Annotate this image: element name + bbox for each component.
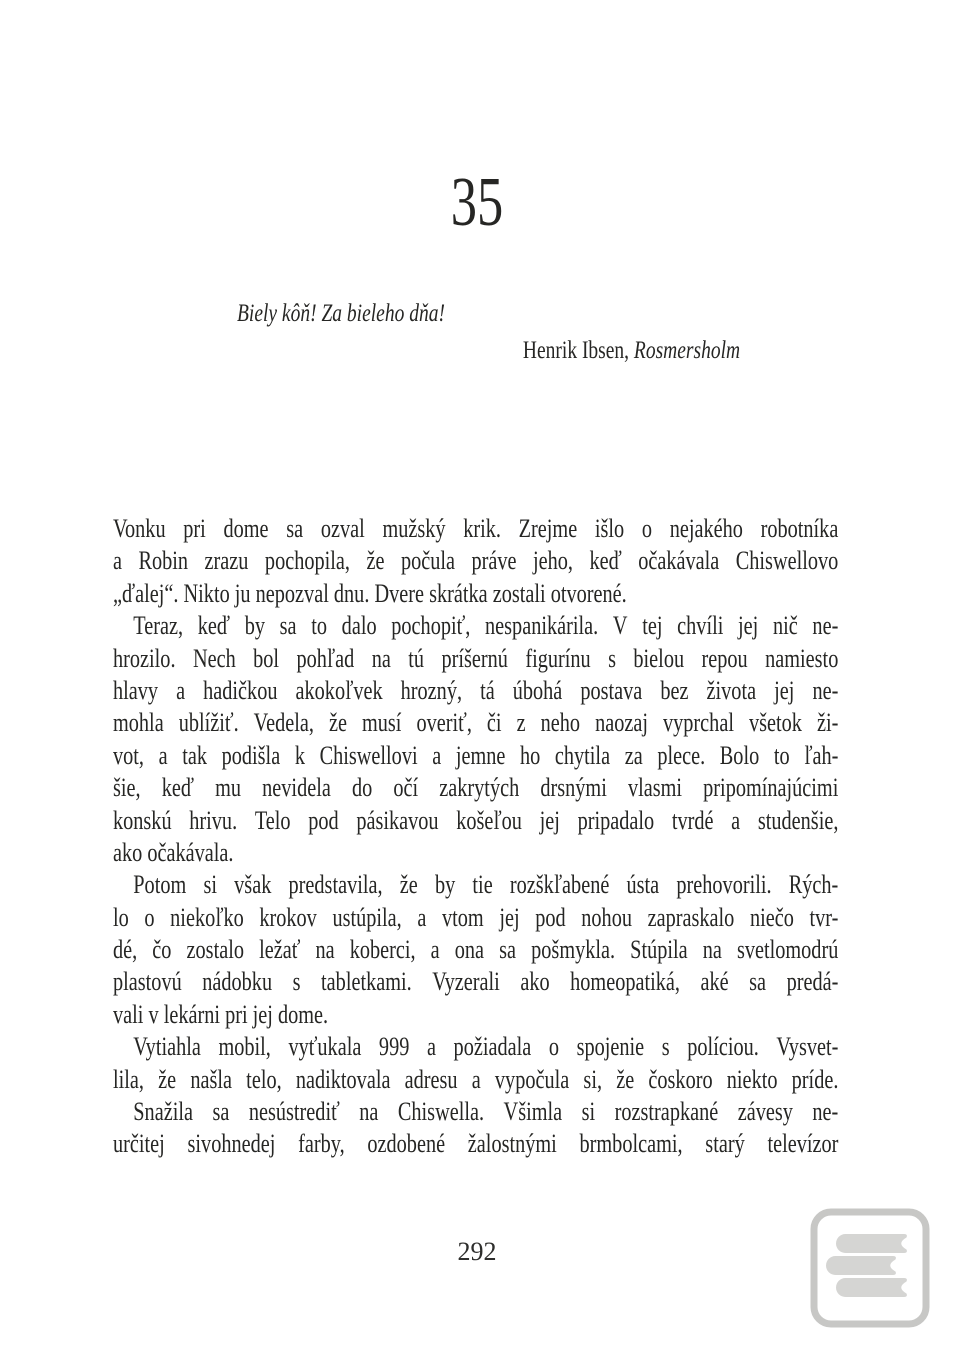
text-line: vot, a tak podišla k Chiswellovi a jemne ho chytila za plece. Bolo to ľah- <box>113 740 839 770</box>
text-line: Vytiahla mobil, vyťukala 999 a požiadala o spojenie s políciou. Vysvet- <box>133 1032 839 1062</box>
text-line: lila, že našla telo, nadiktovala adresu a vypočula si, že čoskoro niekto príde. <box>113 1064 839 1094</box>
epigraph-work-title: Rosmersholm <box>633 336 741 364</box>
chapter-number: 35 <box>450 164 504 241</box>
epigraph <box>237 300 740 364</box>
bookstore-watermark-logo <box>810 1208 930 1328</box>
text-line: konskú hrivu. Telo pod pásikavou košeľou jej pripadalo tvrdé a studenšie, <box>113 805 839 835</box>
text-line: plastovú nádobku s tabletkami. Vyzerali ako homeopatiká, aké sa predá- <box>113 967 839 997</box>
text-line: Snažila sa nesústrediť na Chiswella. Všimla si rozstrapkané závesy ne- <box>133 1097 839 1127</box>
epigraph-attribution <box>237 337 740 365</box>
text-line: lo o niekoľko krokov ustúpila, a vtom jej pod nohou zapraskalo niečo tvr- <box>113 902 839 932</box>
text-line: „ďalej“. Nikto ju nepozval dnu. Dvere skrátka zostali otvorené. <box>113 578 627 608</box>
text-line: a Robin zrazu pochopila, že počula práve jeho, keď očakávala Chiswellovo <box>113 546 839 576</box>
epigraph-quote: Biely kôň! Za bieleho dňa! <box>237 300 445 327</box>
text-line: dé, čo zostalo ležať na koberci, a ona sa pošmykla. Stúpila na svetlomodrú <box>113 935 839 965</box>
text-line: vali v lekárni pri jej dome. <box>113 999 329 1029</box>
body-text <box>113 513 838 1161</box>
text-line: Vonku pri dome sa ozval mužský krik. Zrejme išlo o nejakého robotníka <box>113 514 839 543</box>
text-line: hrozilo. Nech bol pohľad na tú príšernú figurínu s bielou repou namiesto <box>113 643 839 673</box>
text-line: Teraz, keď by sa to dalo pochopiť, nespanikárila. V tej chvíli jej nič ne- <box>133 611 839 641</box>
text-line: hlavy a hadičkou akokoľvek hrozný, tá úbohá postava bez života jej ne- <box>113 675 839 705</box>
text-line: mohla ublížiť. Vedela, že musí overiť, či z neho naozaj vyprchal všetok ži- <box>113 708 839 738</box>
page-number: 292 <box>457 1237 497 1266</box>
stacked-books-icon <box>810 1208 930 1328</box>
epigraph-author: Henrik Ibsen, <box>522 336 634 364</box>
text-line: určitej sivohnedej farby, ozdobené žalostnými brmbolcami, starý televízor <box>113 1129 839 1159</box>
text-line: ako očakávala. <box>113 837 234 867</box>
text-line: Potom si však predstavila, že by tie rozškľabené ústa prehovorili. Rých- <box>133 870 839 900</box>
text-line: šie, keď mu nevidela do očí zakrytých drsnými vlasmi pripomínajúcimi <box>113 773 839 803</box>
